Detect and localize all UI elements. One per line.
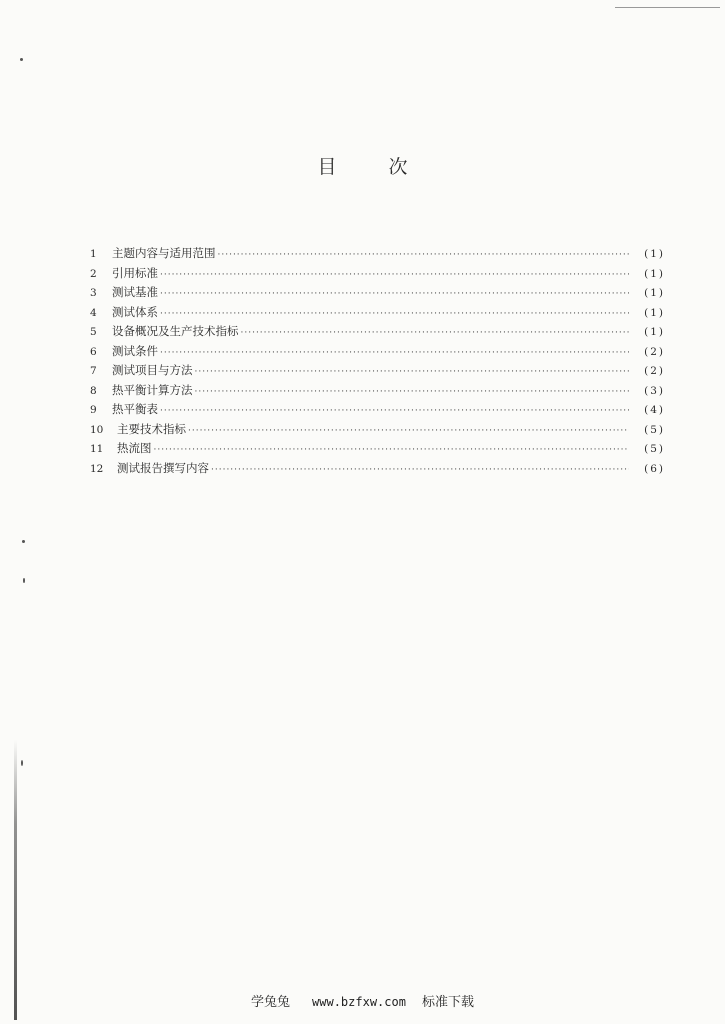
toc-leader-dots	[211, 461, 629, 481]
scan-speck	[22, 540, 25, 543]
toc-entry-page: (4)	[644, 404, 665, 416]
toc-entry-title: 热平衡计算方法	[112, 382, 193, 397]
toc-entry[interactable]	[90, 381, 665, 401]
toc-entry[interactable]	[90, 303, 665, 323]
toc-entry-page: (1)	[644, 326, 665, 338]
table-of-contents	[90, 244, 665, 478]
toc-entry-number: 8	[90, 384, 97, 397]
footer-slogan: 标准下载	[421, 995, 474, 1010]
toc-entry-title: 主题内容与适用范围	[112, 246, 216, 260]
toc-leader-dots	[160, 285, 629, 305]
toc-entry-page: (5)	[644, 423, 665, 436]
toc-entry-title: 测试体系	[112, 304, 158, 319]
toc-entry[interactable]	[90, 244, 665, 264]
toc-entry[interactable]	[90, 361, 665, 381]
scan-artifact-edge	[14, 740, 17, 1020]
toc-leader-dots	[195, 383, 630, 403]
toc-entry-number: 10	[90, 423, 104, 436]
toc-entry[interactable]	[90, 322, 665, 342]
toc-entry-page: (5)	[644, 443, 665, 455]
toc-entry-page: (2)	[644, 345, 665, 358]
toc-entry-title: 测试报告撰写内容	[117, 460, 209, 475]
toc-leader-dots	[188, 422, 629, 442]
toc-entry-number: 11	[90, 443, 104, 455]
toc-leader-dots	[195, 363, 630, 383]
toc-entry-number: 1	[90, 248, 97, 260]
toc-entry-title: 主要技术指标	[117, 421, 186, 436]
toc-entry-number: 7	[90, 365, 97, 377]
toc-entry-page: (2)	[644, 365, 665, 377]
toc-entry[interactable]	[90, 264, 665, 284]
toc-entry-title: 测试基准	[112, 285, 158, 299]
footer-url-link[interactable]: www.bzfxw.com	[312, 995, 406, 1009]
toc-entry-number: 3	[90, 287, 97, 299]
footer-site-name: 学兔兔	[251, 995, 291, 1010]
toc-leader-dots	[160, 266, 629, 286]
scan-speck	[21, 760, 23, 766]
toc-entry-number: 4	[90, 306, 97, 319]
toc-entry[interactable]	[90, 400, 665, 420]
toc-entry-page: (1)	[644, 248, 665, 260]
toc-entry-number: 9	[90, 404, 97, 416]
toc-leader-dots	[154, 441, 630, 461]
toc-entry[interactable]	[90, 459, 665, 479]
toc-entry-number: 12	[90, 462, 104, 475]
toc-leader-dots	[241, 324, 630, 344]
toc-entry-number: 2	[90, 267, 97, 280]
toc-entry-number: 6	[90, 345, 97, 358]
toc-entry-page: (1)	[644, 267, 665, 280]
toc-leader-dots	[160, 344, 629, 364]
toc-entry-page: (3)	[644, 384, 665, 397]
title-char-1: 目	[317, 156, 337, 178]
toc-entry-title: 测试项目与方法	[112, 363, 193, 377]
toc-leader-dots	[218, 246, 630, 266]
page-footer	[0, 991, 725, 1010]
title-char-2: 次	[388, 156, 408, 178]
toc-entry-title: 热流图	[117, 441, 152, 455]
toc-entry-number: 5	[90, 326, 97, 338]
scan-artifact-line	[615, 7, 720, 8]
toc-entry-page: (1)	[644, 306, 665, 319]
toc-entry[interactable]	[90, 439, 665, 459]
toc-entry-page: (6)	[644, 462, 665, 475]
scan-speck	[20, 58, 23, 61]
toc-entry[interactable]	[90, 283, 665, 303]
toc-entry[interactable]	[90, 420, 665, 440]
toc-entry[interactable]	[90, 342, 665, 362]
scan-speck	[23, 578, 25, 583]
toc-entry-title: 设备概况及生产技术指标	[112, 324, 239, 338]
page-title	[0, 152, 725, 179]
toc-entry-page: (1)	[644, 287, 665, 299]
toc-entry-title: 测试条件	[112, 343, 158, 358]
toc-entry-title: 引用标准	[112, 265, 158, 280]
toc-entry-title: 热平衡表	[112, 402, 158, 416]
toc-leader-dots	[160, 402, 629, 422]
